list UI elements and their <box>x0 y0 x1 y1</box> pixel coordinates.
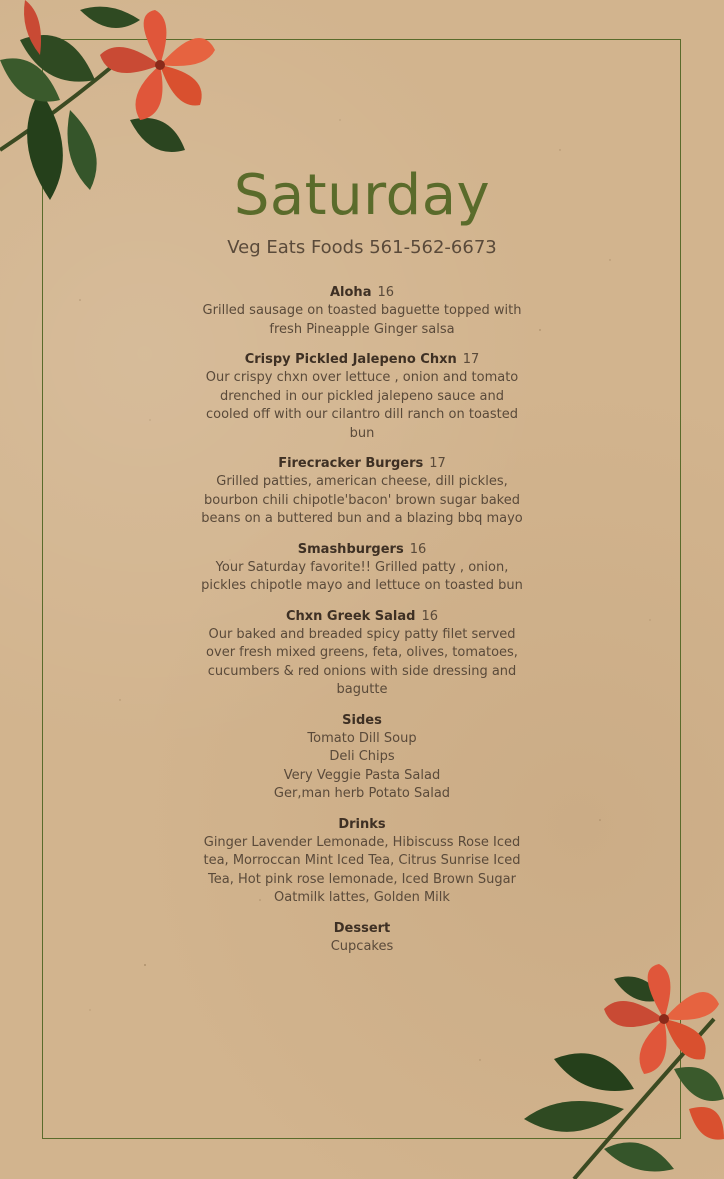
section-title: Drinks <box>338 816 386 832</box>
section-title: Sides <box>342 712 382 728</box>
item-description: Grilled sausage on toasted baguette topped with fresh Pineapple Ginger salsa <box>202 303 522 337</box>
item-name: Firecracker Burgers <box>278 456 424 471</box>
item-price: 17 <box>429 456 446 471</box>
item-description: Your Saturday favorite!! Grilled patty , onion, pickles chipotle mayo and lettuce on toasted bun <box>201 559 523 593</box>
item-price: 16 <box>421 608 439 624</box>
menu-item <box>200 541 524 596</box>
item-description: Our crispy chxn over lettuce , onion and tomato drenched in our pickled jalepeno sauce and cooled off with our cilantro dill ranch on toasted bun <box>205 370 519 441</box>
menu-item <box>200 284 524 339</box>
menu-item <box>200 608 524 700</box>
menu-item <box>200 455 524 529</box>
side-item: Ger,man herb Potato Salad <box>273 786 451 801</box>
item-name: Chxn Greek Salad <box>285 608 416 624</box>
drinks-list: Ginger Lavender Lemonade, Hibiscuss Rose Iced tea, Morroccan Mint Iced Tea, Citrus Sunrise Iced Tea, Hot pink rose lemonade, Iced Brown Sugar Oatmilk lattes, Golden Milk <box>203 834 521 905</box>
menu-section-drinks <box>200 816 524 908</box>
item-price: 16 <box>377 285 395 300</box>
red-flower-icon <box>0 0 230 230</box>
menu-section-sides <box>200 712 524 804</box>
menu-section-dessert <box>200 920 524 957</box>
item-description: Grilled patties, american cheese, dill pickles, bourbon chili chipotle'bacon' brown sugar baked beans on a buttered bun and a blazing bbq mayo <box>201 474 523 526</box>
section-title: Dessert <box>333 920 391 936</box>
item-name: Smashburgers <box>297 541 404 557</box>
menu-content <box>200 160 524 968</box>
menu-items <box>200 284 524 956</box>
item-price: 17 <box>462 352 480 367</box>
item-name: Aloha <box>329 285 372 300</box>
item-price: 16 <box>409 541 427 557</box>
red-flower-icon <box>514 959 724 1179</box>
item-name: Crispy Pickled Jalepeno Chxn <box>244 352 457 367</box>
side-item: Tomato Dill Soup <box>307 730 417 746</box>
dessert-list: Cupcakes <box>330 938 394 954</box>
side-item: Deli Chips <box>329 749 395 764</box>
page-title: Saturday <box>233 163 491 228</box>
menu-item <box>200 351 524 443</box>
item-description: Our baked and breaded spicy patty filet served over fresh mixed greens, feta, olives, tomatoes, cucumbers & red onions with side dressing and bagutte <box>206 626 518 697</box>
side-item: Very Veggie Pasta Salad <box>283 767 441 783</box>
business-name-phone: Veg Eats Foods 561-562-6673 <box>227 237 497 258</box>
